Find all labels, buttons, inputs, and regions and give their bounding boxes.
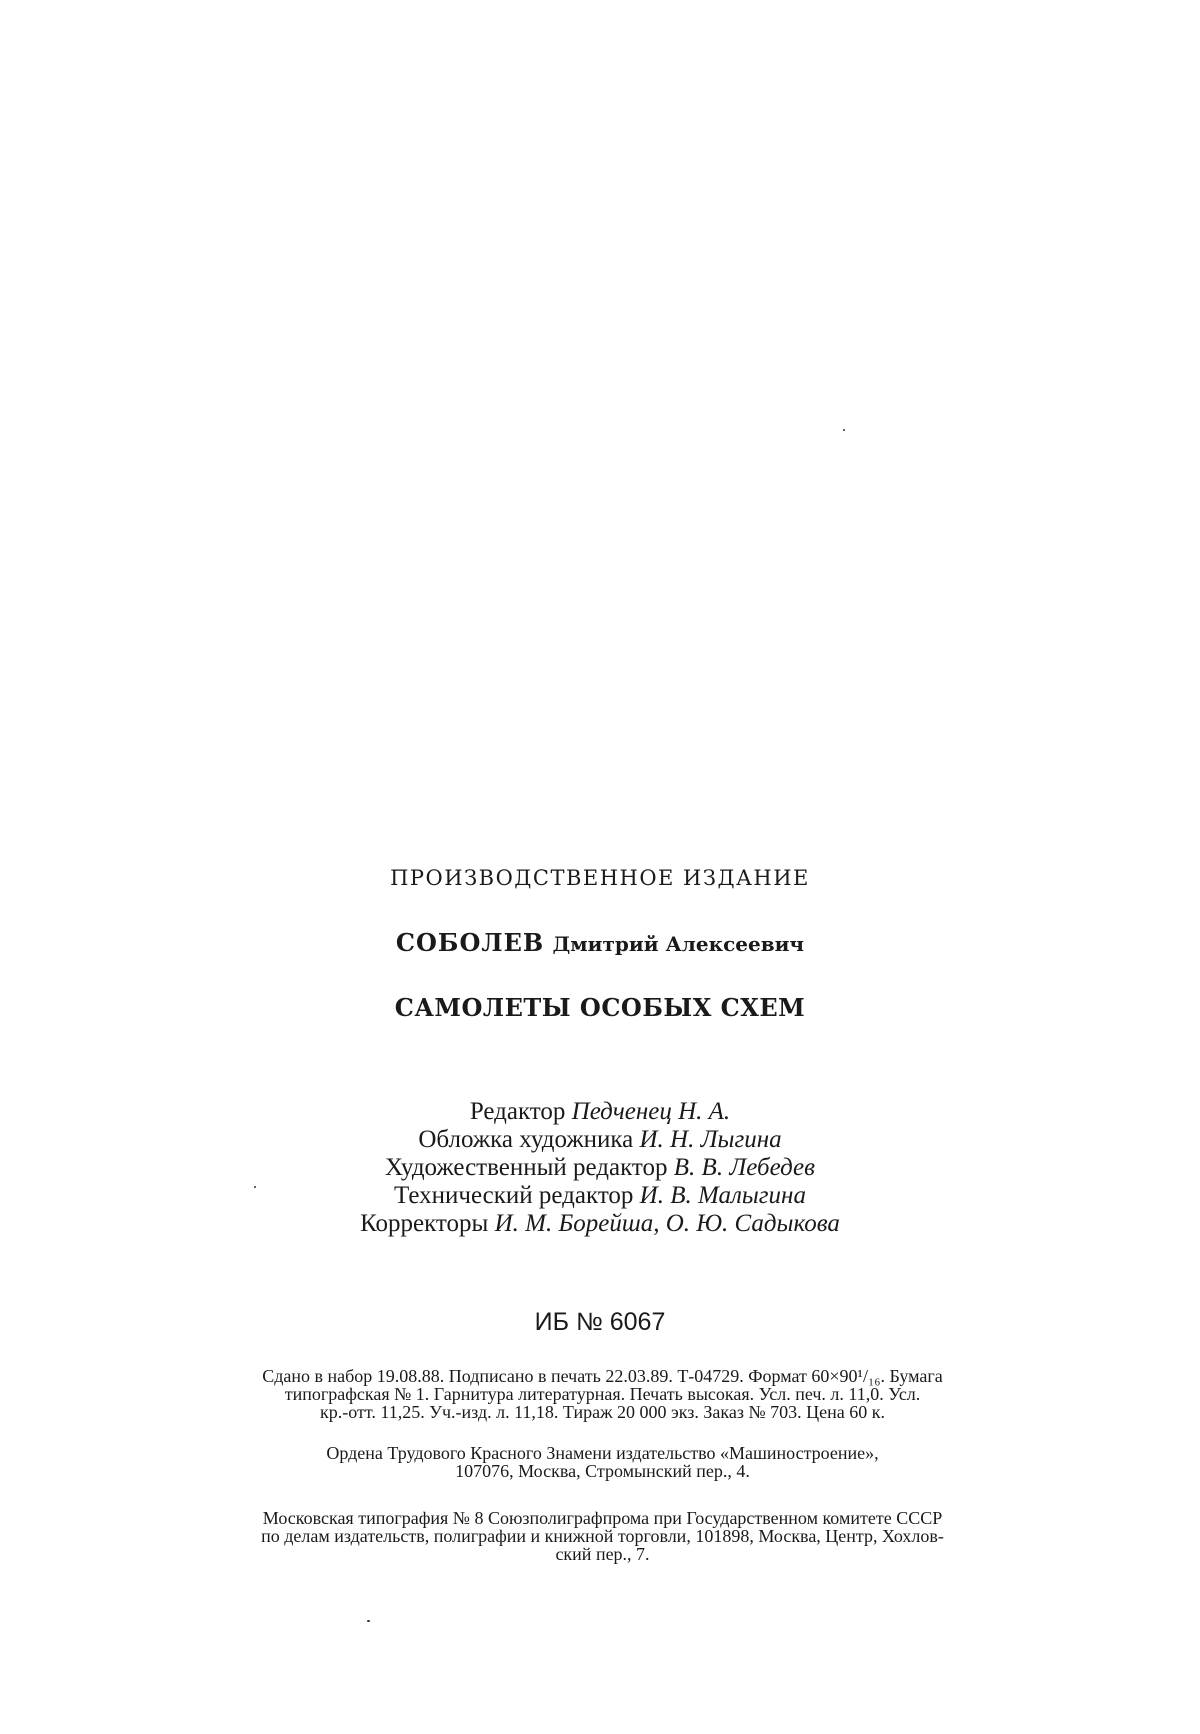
credit-line: [0, 1182, 1200, 1210]
book-title: САМОЛЕТЫ ОСОБЫХ СХЕМ: [394, 993, 806, 1022]
credit-role: Технический редактор: [394, 1182, 634, 1209]
printer-line: по делам издательств, полиграфии и книжной торговли, 101898, Москва, Центр, Хохлов-: [261, 1526, 944, 1546]
author-surname: СОБОЛЕВ: [395, 928, 545, 957]
publisher-line: 107076, Москва, Стромынский пер., 4.: [455, 1461, 750, 1481]
credit-line: [0, 1098, 1200, 1126]
scan-speck: [843, 429, 845, 431]
scan-speck: [367, 1620, 370, 1622]
credit-line: [0, 1210, 1200, 1238]
author-name: [0, 928, 1200, 957]
credits-list: [0, 1098, 1200, 1238]
ib-number: ИБ № 6067: [534, 1308, 666, 1336]
credit-role: Обложка художника: [418, 1126, 634, 1153]
production-line: кр.-отт. 11,25. Уч.-изд. л. 11,18. Тираж 20 000 экз. Заказ № 703. Цена 60 к.: [320, 1402, 885, 1422]
printer-line: Московская типография № 8 Союзполиграфпрома при Государственном комитете СССР: [262, 1508, 943, 1528]
credit-person: И. В. Малыгина: [639, 1182, 806, 1209]
credit-line: [0, 1154, 1200, 1182]
author-given-names: Дмитрий Алексеевич: [552, 932, 805, 956]
credit-person: И. Н. Лыгина: [639, 1126, 782, 1153]
printer-line: ский пер., 7.: [555, 1544, 650, 1564]
printer-info: [110, 1509, 1095, 1563]
credit-person: Педченец Н. А.: [571, 1098, 731, 1125]
edition-type: ПРОИЗВОДСТВЕННОЕ ИЗДАНИЕ: [390, 866, 810, 890]
production-details: [110, 1367, 1095, 1421]
credit-role: Редактор: [469, 1098, 566, 1125]
credit-person: И. М. Борейша, О. Ю. Садыкова: [494, 1210, 840, 1237]
credit-role: Корректоры: [360, 1210, 489, 1237]
production-line: Сдано в набор 19.08.88. Подписано в печать 22.03.89. Т-04729. Формат 60×90¹/₁₆. Бумага: [262, 1366, 943, 1386]
credit-line: [0, 1126, 1200, 1154]
publisher-info: [110, 1444, 1095, 1480]
credit-person: В. В. Лебедев: [673, 1154, 815, 1181]
publisher-line: Ордена Трудового Красного Знамени издательство «Машиностроение»,: [326, 1443, 879, 1463]
credit-role: Художественный редактор: [385, 1154, 668, 1181]
production-line: типографская № 1. Гарнитура литературная. Печать высокая. Усл. печ. л. 11,0. Усл.: [284, 1384, 921, 1404]
